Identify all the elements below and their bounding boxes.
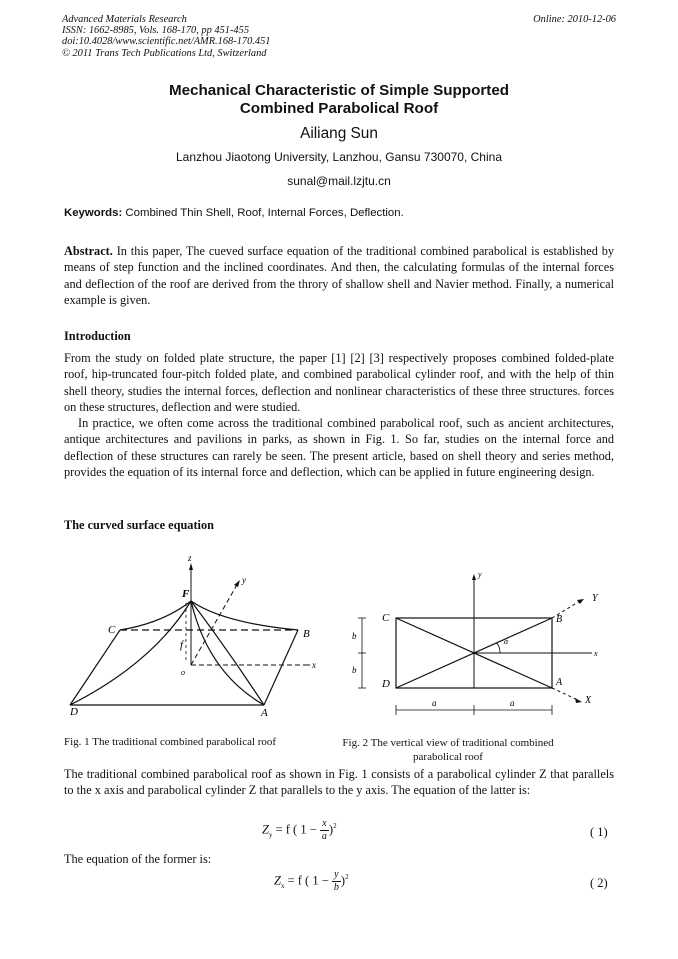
- fig2-label-C: C: [382, 612, 390, 624]
- eq2-lhs: Z: [274, 873, 281, 888]
- equation-1: [262, 818, 337, 843]
- figure-2-caption: [318, 736, 578, 764]
- fig2-label-y: y: [478, 570, 482, 579]
- online-date: Online: 2010-12-06: [533, 14, 616, 25]
- fig1-label-D: D: [70, 706, 78, 718]
- issn-line: ISSN: 1662-8985, Vols. 168-170, pp 451-455: [62, 25, 250, 37]
- doi-line: doi:10.4028/www.scientific.net/AMR.168-170.451: [62, 36, 271, 48]
- equation-2: [274, 869, 349, 894]
- keywords-text: Combined Thin Shell, Roof, Internal Forces, Deflection.: [125, 207, 404, 219]
- paper-title: [0, 82, 678, 118]
- fig1-label-F: F: [182, 588, 190, 600]
- fig2-label-b-upper: b: [352, 631, 357, 641]
- curved-surface-heading: The curved surface equation: [64, 518, 214, 532]
- fig1-label-y: y: [242, 575, 246, 585]
- fig1-label-B: B: [303, 628, 310, 640]
- fig1-label-A: A: [261, 707, 268, 718]
- title-line-2: Combined Parabolical Roof: [239, 100, 439, 117]
- fig1-label-z: z: [188, 553, 192, 563]
- eq2-mid: = f ( 1 −: [287, 873, 329, 888]
- abstract-label: Abstract.: [64, 244, 113, 258]
- keywords: [64, 207, 616, 219]
- fig2-label-x: x: [594, 649, 598, 658]
- eq1-power: 2: [333, 822, 337, 831]
- eq2-close: ): [340, 873, 346, 888]
- fig2-label-A: A: [556, 677, 563, 688]
- intro-paragraph-2: In practice, we often come across the traditional combined parabolical roof, such as ancient architectures, antique architectures and pavilions in parks, as shown in Fig. 1. So far, studies on the internal force and deflection of these structures can rarely be seen. The present article, based on shell theory and series method, provides the equation of its internal force and deflection, which can be applied in future engineering design.: [64, 416, 614, 480]
- eq1-lhs: Z: [262, 822, 269, 837]
- fig1-label-C: C: [108, 624, 116, 636]
- figure-1-caption: Fig. 1 The traditional combined parabolical roof: [64, 736, 277, 748]
- eq2-denominator: b: [333, 882, 339, 893]
- intro-heading: Introduction: [64, 329, 131, 343]
- eq1-sub: y: [268, 830, 273, 839]
- fig2-label-alpha: α: [504, 637, 509, 646]
- journal-header: [62, 14, 616, 59]
- abstract-text: In this paper, The cueved surface equation of the traditional combined parabolical is established by means of step function and the inclined coordinates. And then, the calculating formulas of the internal forces and deflection of the roof are derived from the throry of shallow shell and Navier method. Finally, a numerical example is given.: [64, 244, 614, 308]
- fig1-label-o: o: [181, 668, 185, 677]
- author-name: Ailiang Sun: [300, 125, 378, 142]
- fig2-label-X: X: [585, 695, 592, 706]
- journal-name: Advanced Materials Research: [62, 14, 187, 25]
- eq1-mid: = f ( 1 −: [275, 822, 317, 837]
- body-paragraph-1: The traditional combined parabolical roof as shown in Fig. 1 consists of a parabolical cylinder Z that parallels to the x axis and parabolical cylinder Z that parallels to the y axis. The equation of the latter is:: [64, 767, 614, 798]
- copyright-line: © 2011 Trans Tech Publications Ltd, Switzerland: [62, 47, 267, 59]
- body-paragraph-2: The equation of the former is:: [64, 852, 212, 866]
- keywords-label: Keywords:: [64, 207, 123, 219]
- eq1-fraction: [320, 818, 329, 843]
- figure-1-roof-diagram: [58, 553, 328, 718]
- abstract: [64, 243, 614, 309]
- fig2-label-a-left: a: [432, 698, 437, 708]
- intro-paragraph-1: From the study on folded plate structure, the paper [1] [2] [3] respectively proposes combined folded-plate roof, hip-truncated four-pitch folded plate, and combined parabolical cylinder roof, and with the help of thin shell theory, studies the internal forces, deflection and nonlinear characteristics of these three structures. forces on these structures, deflection and were studied.: [64, 351, 614, 415]
- eq2-sub: x: [280, 881, 285, 890]
- fig1-label-x: x: [312, 660, 316, 670]
- equation-2-number: ( 2): [590, 876, 608, 890]
- eq1-denominator: a: [321, 831, 327, 842]
- equation-1-number: ( 1): [590, 825, 608, 839]
- figure-2-caption-line-1: Fig. 2 The vertical view of traditional combined: [342, 737, 554, 749]
- eq2-power: 2: [345, 873, 349, 882]
- title-line-1: Mechanical Characteristic of Simple Supported: [168, 82, 510, 99]
- eq2-numerator: y: [332, 869, 341, 882]
- figure-2-plan-view: [342, 565, 612, 720]
- fig1-label-f: f: [180, 639, 184, 651]
- fig2-label-D: D: [382, 678, 390, 690]
- fig2-label-B: B: [556, 614, 563, 625]
- eq2-fraction: [332, 869, 341, 894]
- affiliation: Lanzhou Jiaotong University, Lanzhou, Gansu 730070, China: [176, 150, 502, 164]
- author-email: sunal@mail.lzjtu.cn: [287, 174, 391, 188]
- fig2-label-a-right: a: [510, 698, 515, 708]
- fig2-label-b-lower: b: [352, 665, 357, 675]
- eq1-close: ): [328, 822, 334, 837]
- figure-2-caption-line-2: parabolical roof: [413, 751, 483, 763]
- eq1-numerator: x: [320, 818, 329, 831]
- fig2-label-Y: Y: [592, 593, 598, 604]
